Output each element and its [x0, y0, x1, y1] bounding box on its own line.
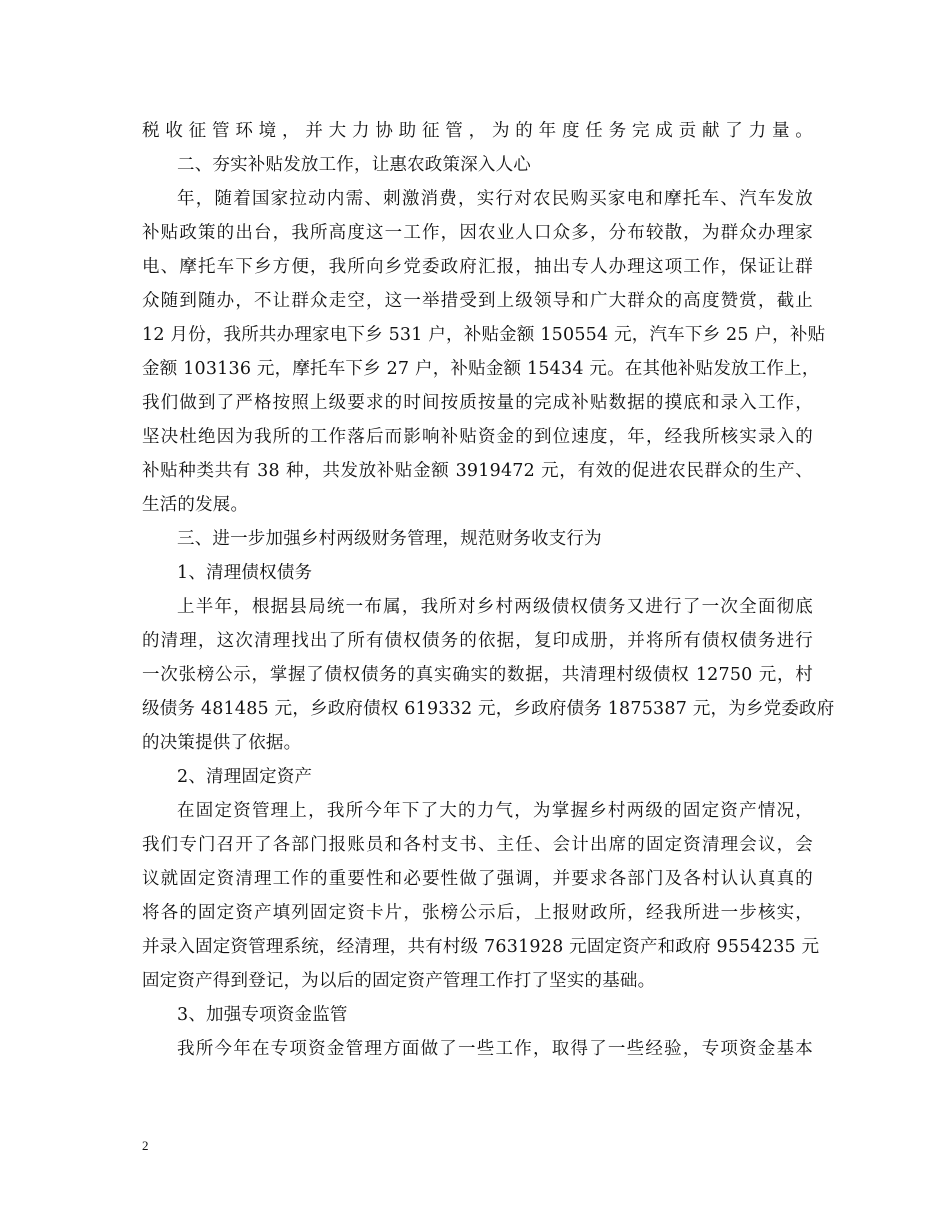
text-line: 金额 103136 元，摩托车下乡 27 户，补贴金额 15434 元。在其他补贴发放工作上， — [142, 359, 820, 379]
text-line: 上半年，根据县局统一布属，我所对乡村两级债权债务又进行了一次全面彻底 — [177, 597, 813, 617]
text-line: 在固定资管理上，我所今年下了大的力气，为掌握乡村两级的固定资产情况， — [177, 801, 813, 821]
text-line: 补贴政策的出台，我所高度这一工作，因农业人口众多，分布较散，为群众办理家 — [142, 223, 813, 243]
text-line: 众随到随办，不让群众走空，这一举措受到上级领导和广大群众的高度赞赏，截止 — [142, 291, 813, 311]
text-line: 生活的发展。 — [142, 495, 249, 515]
text-line: 补贴种类共有 38 种，共发放补贴金额 3919472 元，有效的促进农民群众的生产、 — [142, 461, 813, 481]
text-line: 并录入固定资管理系统，经清理，共有村级 7631928 元固定资产和政府 9554235 元 — [142, 937, 820, 957]
text-line: 我们做到了严格按照上级要求的时间按质按量的完成补贴数据的摸底和录入工作， — [142, 393, 813, 413]
text-line: 级债务 481485 元，乡政府债权 619332 元，乡政府债务 1875387 元，为乡党委政府 — [142, 699, 835, 719]
text-line: 将各的固定资产填列固定资卡片，张榜公示后，上报财政所，经我所进一步核实， — [142, 903, 813, 923]
subsection-heading: 1、清理债权债务 — [177, 563, 313, 583]
text-line: 一次张榜公示，掌握了债权债务的真实确实的数据，共清理村级债权 12750 元，村 — [142, 665, 813, 685]
section-heading: 二、夯实补贴发放工作，让惠农政策深入人心 — [177, 155, 531, 175]
subsection-heading: 2、清理固定资产 — [177, 767, 313, 787]
text-line: 议就固定资清理工作的重要性和必要性做了强调，并要求各部门及各村认认真真的 — [142, 869, 813, 889]
text-line: 的决策提供了依据。 — [142, 733, 302, 753]
text-line: 税收征管环境，并大力协助征管，为的年度任务完成贡献了力量。 — [142, 121, 813, 141]
subsection-heading: 3、加强专项资金监管 — [177, 1005, 348, 1025]
text-line: 12 月份，我所共办理家电下乡 531 户，补贴金额 150554 元，汽车下乡 25 户，补贴 — [142, 325, 826, 345]
text-line: 我们专门召开了各部门报账员和各村支书、主任、会计出席的固定资清理会议，会 — [142, 835, 813, 855]
page-number: 2 — [142, 1138, 149, 1153]
text-line: 年，随着国家拉动内需、刺激消费，实行对农民购买家电和摩托车、汽车发放 — [177, 189, 813, 209]
section-heading: 三、进一步加强乡村两级财务管理，规范财务收支行为 — [177, 529, 602, 549]
text-line: 固定资产得到登记，为以后的固定资产管理工作打了坚实的基础。 — [142, 971, 656, 991]
document-body — [142, 114, 835, 1066]
text-line: 的清理，这次清理找出了所有债权债务的依据，复印成册，并将所有债权债务进行 — [142, 631, 813, 651]
text-line: 电、摩托车下乡方便，我所向乡党委政府汇报，抽出专人办理这项工作，保证让群 — [142, 257, 813, 277]
text-line: 我所今年在专项资金管理方面做了一些工作，取得了一些经验，专项资金基本 — [177, 1039, 813, 1059]
text-line: 坚决杜绝因为我所的工作落后而影响补贴资金的到位速度，年，经我所核实录入的 — [142, 427, 813, 447]
